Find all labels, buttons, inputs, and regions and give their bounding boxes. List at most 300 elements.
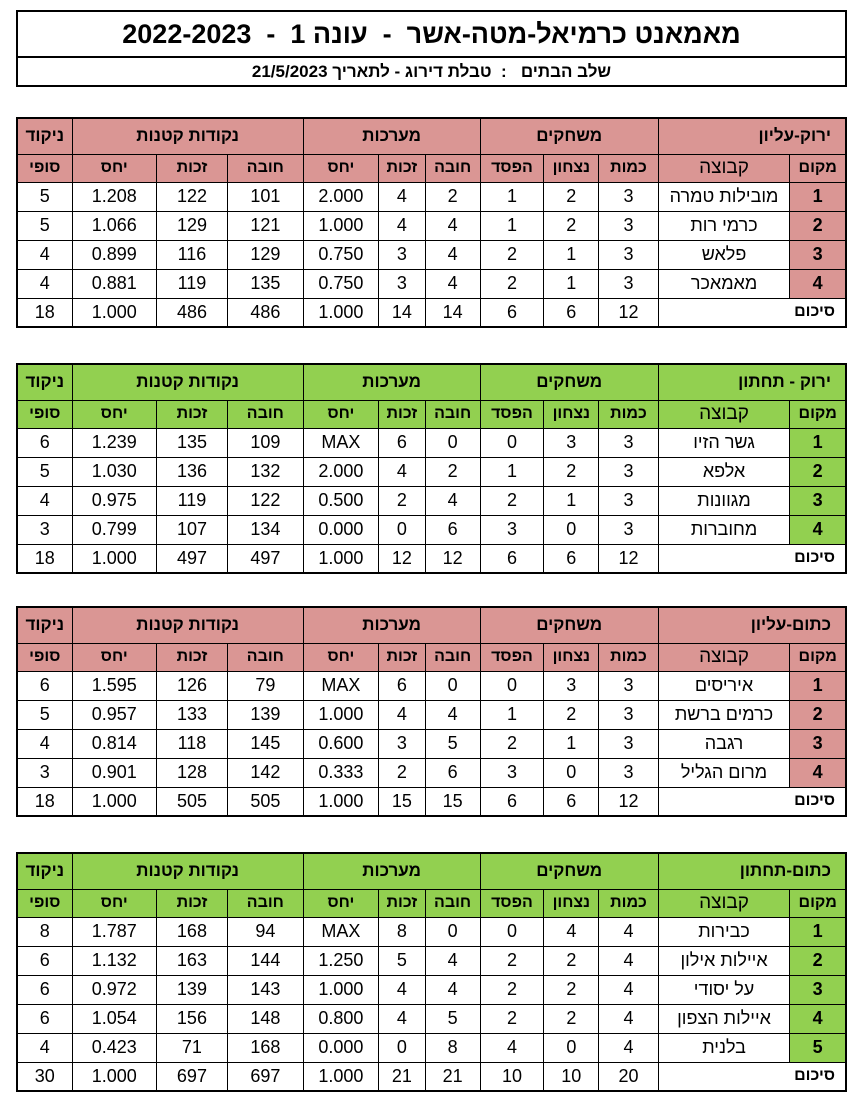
points-ratio: 0.957 bbox=[72, 700, 156, 729]
losses: 2 bbox=[480, 240, 544, 269]
sets-against: 8 bbox=[425, 1033, 480, 1062]
sets-group-header: מערכות bbox=[303, 607, 480, 643]
table-row bbox=[17, 428, 846, 457]
summary-games-played: 12 bbox=[599, 298, 658, 327]
losses: 1 bbox=[480, 700, 544, 729]
points-ratio: 0.901 bbox=[72, 758, 156, 787]
rank-cell: 1 bbox=[790, 671, 846, 700]
games-played: 4 bbox=[599, 917, 658, 946]
sets-against-header: חובה bbox=[425, 400, 480, 428]
team-name: רגבה bbox=[658, 729, 790, 758]
table-row bbox=[17, 515, 846, 544]
losses: 1 bbox=[480, 457, 544, 486]
games-played: 3 bbox=[599, 211, 658, 240]
losses: 2 bbox=[480, 946, 544, 975]
summary-points-against: 697 bbox=[228, 1062, 304, 1091]
wins-header: נצחון bbox=[544, 643, 599, 671]
final-score-header-bottom: סופי bbox=[17, 154, 72, 182]
team-header: קבוצה bbox=[658, 643, 790, 671]
sets-for: 4 bbox=[379, 211, 425, 240]
wins: 1 bbox=[544, 486, 599, 515]
sets-against: 4 bbox=[425, 975, 480, 1004]
points-against: 122 bbox=[228, 486, 304, 515]
rank-cell: 3 bbox=[790, 975, 846, 1004]
games-played: 4 bbox=[599, 1004, 658, 1033]
team-name: כבירות bbox=[658, 917, 790, 946]
points-for-header: זכות bbox=[156, 400, 227, 428]
summary-points-ratio: 1.000 bbox=[72, 298, 156, 327]
wins: 1 bbox=[544, 729, 599, 758]
points-for: 122 bbox=[156, 182, 227, 211]
summary-sets-for: 21 bbox=[379, 1062, 425, 1091]
sets-against: 0 bbox=[425, 917, 480, 946]
sets-ratio: 1.250 bbox=[303, 946, 379, 975]
final-score: 4 bbox=[17, 269, 72, 298]
final-score: 6 bbox=[17, 671, 72, 700]
final-score-header-top: ניקוד bbox=[17, 853, 72, 889]
table-row bbox=[17, 182, 846, 211]
points-ratio-header: יחס bbox=[72, 889, 156, 917]
sets-ratio: MAX bbox=[303, 428, 379, 457]
summary-points-ratio: 1.000 bbox=[72, 544, 156, 573]
team-name: על יסודי bbox=[658, 975, 790, 1004]
sets-for: 4 bbox=[379, 975, 425, 1004]
sets-ratio-header: יחס bbox=[303, 889, 379, 917]
sets-ratio: 0.000 bbox=[303, 1033, 379, 1062]
team-header: קבוצה bbox=[658, 400, 790, 428]
points-ratio-header: יחס bbox=[72, 643, 156, 671]
sets-for-header: זכות bbox=[379, 154, 425, 182]
table-row bbox=[17, 975, 846, 1004]
points-for: 119 bbox=[156, 486, 227, 515]
summary-points-ratio: 1.000 bbox=[72, 787, 156, 816]
sets-ratio: 2.000 bbox=[303, 182, 379, 211]
sets-ratio-header: יחס bbox=[303, 400, 379, 428]
sets-for: 2 bbox=[379, 758, 425, 787]
games-played: 4 bbox=[599, 1033, 658, 1062]
points-against: 101 bbox=[228, 182, 304, 211]
table-row bbox=[17, 946, 846, 975]
sets-for: 6 bbox=[379, 428, 425, 457]
summary-final-score: 30 bbox=[17, 1062, 72, 1091]
table-row bbox=[17, 700, 846, 729]
summary-sets-against: 15 bbox=[425, 787, 480, 816]
points-against: 94 bbox=[228, 917, 304, 946]
summary-label: סיכום bbox=[658, 298, 846, 327]
games-played: 3 bbox=[599, 486, 658, 515]
rank-cell: 4 bbox=[790, 1004, 846, 1033]
points-group-header: נקודות קטנות bbox=[72, 118, 303, 154]
summary-label: סיכום bbox=[658, 787, 846, 816]
summary-points-for: 505 bbox=[156, 787, 227, 816]
played-header: כמות bbox=[599, 154, 658, 182]
points-against: 121 bbox=[228, 211, 304, 240]
team-name: בלנית bbox=[658, 1033, 790, 1062]
points-against-header: חובה bbox=[228, 154, 304, 182]
points-against: 148 bbox=[228, 1004, 304, 1033]
games-played: 3 bbox=[599, 269, 658, 298]
points-ratio: 0.799 bbox=[72, 515, 156, 544]
sets-for: 3 bbox=[379, 269, 425, 298]
games-group-header: משחקים bbox=[480, 607, 658, 643]
summary-points-against: 486 bbox=[228, 298, 304, 327]
sets-group-header: מערכות bbox=[303, 364, 480, 400]
final-score: 5 bbox=[17, 211, 72, 240]
rank-cell: 5 bbox=[790, 1033, 846, 1062]
losses: 1 bbox=[480, 182, 544, 211]
games-played: 3 bbox=[599, 729, 658, 758]
summary-sets-ratio: 1.000 bbox=[303, 544, 379, 573]
points-for: 116 bbox=[156, 240, 227, 269]
wins: 4 bbox=[544, 917, 599, 946]
sets-ratio: 0.750 bbox=[303, 240, 379, 269]
points-against-header: חובה bbox=[228, 400, 304, 428]
standings-table bbox=[16, 117, 847, 328]
table-row bbox=[17, 1004, 846, 1033]
played-header: כמות bbox=[599, 400, 658, 428]
rank-cell: 3 bbox=[790, 486, 846, 515]
sets-ratio: 2.000 bbox=[303, 457, 379, 486]
points-for: 128 bbox=[156, 758, 227, 787]
wins: 2 bbox=[544, 946, 599, 975]
wins: 1 bbox=[544, 269, 599, 298]
final-score: 4 bbox=[17, 240, 72, 269]
sets-for-header: זכות bbox=[379, 889, 425, 917]
sets-ratio: 0.750 bbox=[303, 269, 379, 298]
games-played: 3 bbox=[599, 240, 658, 269]
points-against-header: חובה bbox=[228, 643, 304, 671]
summary-row bbox=[17, 544, 846, 573]
points-ratio: 1.239 bbox=[72, 428, 156, 457]
games-played: 3 bbox=[599, 457, 658, 486]
summary-points-against: 505 bbox=[228, 787, 304, 816]
team-name: כרמים ברשת bbox=[658, 700, 790, 729]
sets-against: 4 bbox=[425, 486, 480, 515]
losses-header: הפסד bbox=[480, 889, 544, 917]
rank-header: מקום bbox=[790, 154, 846, 182]
wins: 1 bbox=[544, 240, 599, 269]
sets-against: 4 bbox=[425, 211, 480, 240]
team-name: איילות הצפון bbox=[658, 1004, 790, 1033]
points-ratio: 0.972 bbox=[72, 975, 156, 1004]
wins: 0 bbox=[544, 758, 599, 787]
sets-against: 4 bbox=[425, 269, 480, 298]
standings-table bbox=[16, 606, 847, 817]
final-score: 4 bbox=[17, 486, 72, 515]
sets-against: 6 bbox=[425, 515, 480, 544]
rank-cell: 1 bbox=[790, 917, 846, 946]
sets-ratio: 0.600 bbox=[303, 729, 379, 758]
points-against: 139 bbox=[228, 700, 304, 729]
wins: 2 bbox=[544, 182, 599, 211]
points-ratio: 1.787 bbox=[72, 917, 156, 946]
team-name: איילות אילון bbox=[658, 946, 790, 975]
losses: 2 bbox=[480, 486, 544, 515]
summary-final-score: 18 bbox=[17, 544, 72, 573]
group-title: ירוק-עליון bbox=[658, 118, 846, 154]
games-played: 3 bbox=[599, 515, 658, 544]
points-for: 118 bbox=[156, 729, 227, 758]
sets-for: 5 bbox=[379, 946, 425, 975]
points-group-header: נקודות קטנות bbox=[72, 607, 303, 643]
points-ratio: 1.595 bbox=[72, 671, 156, 700]
table-row bbox=[17, 457, 846, 486]
final-score: 6 bbox=[17, 975, 72, 1004]
final-score-header-top: ניקוד bbox=[17, 364, 72, 400]
final-score: 3 bbox=[17, 515, 72, 544]
sets-against: 5 bbox=[425, 729, 480, 758]
points-ratio: 0.975 bbox=[72, 486, 156, 515]
wins-header: נצחון bbox=[544, 400, 599, 428]
summary-losses: 6 bbox=[480, 298, 544, 327]
final-score: 3 bbox=[17, 758, 72, 787]
points-ratio: 1.208 bbox=[72, 182, 156, 211]
points-for: 136 bbox=[156, 457, 227, 486]
summary-sets-for: 12 bbox=[379, 544, 425, 573]
sets-against: 0 bbox=[425, 428, 480, 457]
final-score: 6 bbox=[17, 946, 72, 975]
summary-points-against: 497 bbox=[228, 544, 304, 573]
losses-header: הפסד bbox=[480, 400, 544, 428]
wins: 2 bbox=[544, 211, 599, 240]
summary-wins: 6 bbox=[544, 544, 599, 573]
team-name: מובילות טמרה bbox=[658, 182, 790, 211]
team-name: מגוונות bbox=[658, 486, 790, 515]
summary-sets-for: 15 bbox=[379, 787, 425, 816]
table-row bbox=[17, 269, 846, 298]
sets-against: 4 bbox=[425, 946, 480, 975]
rank-cell: 4 bbox=[790, 269, 846, 298]
wins: 2 bbox=[544, 975, 599, 1004]
points-against: 109 bbox=[228, 428, 304, 457]
points-for: 119 bbox=[156, 269, 227, 298]
rank-cell: 2 bbox=[790, 946, 846, 975]
final-score: 8 bbox=[17, 917, 72, 946]
points-ratio-header: יחס bbox=[72, 154, 156, 182]
sets-against: 0 bbox=[425, 671, 480, 700]
sets-for: 4 bbox=[379, 457, 425, 486]
summary-row bbox=[17, 787, 846, 816]
summary-wins: 6 bbox=[544, 787, 599, 816]
wins: 0 bbox=[544, 1033, 599, 1062]
rank-header: מקום bbox=[790, 889, 846, 917]
wins: 2 bbox=[544, 700, 599, 729]
summary-games-played: 12 bbox=[599, 787, 658, 816]
sets-for-header: זכות bbox=[379, 643, 425, 671]
points-for-header: זכות bbox=[156, 154, 227, 182]
games-played: 3 bbox=[599, 428, 658, 457]
sets-ratio: MAX bbox=[303, 671, 379, 700]
sets-for: 0 bbox=[379, 1033, 425, 1062]
points-ratio: 0.814 bbox=[72, 729, 156, 758]
summary-sets-ratio: 1.000 bbox=[303, 787, 379, 816]
sets-ratio: 0.000 bbox=[303, 515, 379, 544]
summary-label: סיכום bbox=[658, 1062, 846, 1091]
team-name: איריסים bbox=[658, 671, 790, 700]
summary-wins: 10 bbox=[544, 1062, 599, 1091]
sets-ratio: 1.000 bbox=[303, 700, 379, 729]
points-against: 135 bbox=[228, 269, 304, 298]
losses: 0 bbox=[480, 671, 544, 700]
summary-losses: 10 bbox=[480, 1062, 544, 1091]
wins: 0 bbox=[544, 515, 599, 544]
final-score-header-bottom: סופי bbox=[17, 889, 72, 917]
points-for: 168 bbox=[156, 917, 227, 946]
sets-ratio: 0.333 bbox=[303, 758, 379, 787]
losses: 0 bbox=[480, 917, 544, 946]
table-row bbox=[17, 486, 846, 515]
summary-sets-against: 12 bbox=[425, 544, 480, 573]
losses: 1 bbox=[480, 211, 544, 240]
points-ratio: 1.030 bbox=[72, 457, 156, 486]
final-score-header-bottom: סופי bbox=[17, 400, 72, 428]
group-title: כתום-עליון bbox=[658, 607, 846, 643]
standings-table bbox=[16, 363, 847, 574]
losses: 3 bbox=[480, 758, 544, 787]
rank-header: מקום bbox=[790, 400, 846, 428]
summary-label: סיכום bbox=[658, 544, 846, 573]
table-row bbox=[17, 211, 846, 240]
played-header: כמות bbox=[599, 643, 658, 671]
wins: 3 bbox=[544, 671, 599, 700]
sets-against: 2 bbox=[425, 457, 480, 486]
sets-for: 2 bbox=[379, 486, 425, 515]
games-played: 3 bbox=[599, 671, 658, 700]
sets-for: 8 bbox=[379, 917, 425, 946]
group-title: כתום-תחתון bbox=[658, 853, 846, 889]
rank-header: מקום bbox=[790, 643, 846, 671]
games-played: 3 bbox=[599, 758, 658, 787]
rank-cell: 3 bbox=[790, 729, 846, 758]
summary-games-played: 12 bbox=[599, 544, 658, 573]
final-score: 4 bbox=[17, 729, 72, 758]
sets-ratio: 1.000 bbox=[303, 975, 379, 1004]
sets-group-header: מערכות bbox=[303, 853, 480, 889]
games-played: 3 bbox=[599, 182, 658, 211]
points-against: 143 bbox=[228, 975, 304, 1004]
sets-for: 4 bbox=[379, 1004, 425, 1033]
summary-row bbox=[17, 1062, 846, 1091]
losses: 0 bbox=[480, 428, 544, 457]
sets-group-header: מערכות bbox=[303, 118, 480, 154]
sets-for: 0 bbox=[379, 515, 425, 544]
losses: 3 bbox=[480, 515, 544, 544]
points-ratio: 1.054 bbox=[72, 1004, 156, 1033]
points-for: 135 bbox=[156, 428, 227, 457]
team-name: מחוברות bbox=[658, 515, 790, 544]
team-header: קבוצה bbox=[658, 154, 790, 182]
table-row bbox=[17, 671, 846, 700]
rank-cell: 1 bbox=[790, 428, 846, 457]
games-group-header: משחקים bbox=[480, 118, 658, 154]
summary-sets-for: 14 bbox=[379, 298, 425, 327]
final-score: 5 bbox=[17, 457, 72, 486]
losses: 2 bbox=[480, 269, 544, 298]
rank-cell: 3 bbox=[790, 240, 846, 269]
team-name: גשר הזיו bbox=[658, 428, 790, 457]
summary-points-for: 486 bbox=[156, 298, 227, 327]
losses-header: הפסד bbox=[480, 154, 544, 182]
points-against: 79 bbox=[228, 671, 304, 700]
sets-ratio: MAX bbox=[303, 917, 379, 946]
losses: 4 bbox=[480, 1033, 544, 1062]
final-score-header-top: ניקוד bbox=[17, 118, 72, 154]
rank-cell: 2 bbox=[790, 211, 846, 240]
sets-against: 4 bbox=[425, 240, 480, 269]
wins: 3 bbox=[544, 428, 599, 457]
points-for: 133 bbox=[156, 700, 227, 729]
final-score: 4 bbox=[17, 1033, 72, 1062]
points-for: 156 bbox=[156, 1004, 227, 1033]
sets-for-header: זכות bbox=[379, 400, 425, 428]
summary-final-score: 18 bbox=[17, 298, 72, 327]
sets-against-header: חובה bbox=[425, 889, 480, 917]
sets-ratio-header: יחס bbox=[303, 154, 379, 182]
points-for-header: זכות bbox=[156, 643, 227, 671]
team-name: אלפא bbox=[658, 457, 790, 486]
table-row bbox=[17, 917, 846, 946]
rank-cell: 4 bbox=[790, 515, 846, 544]
summary-points-for: 697 bbox=[156, 1062, 227, 1091]
standings-table bbox=[16, 852, 847, 1092]
points-against: 168 bbox=[228, 1033, 304, 1062]
sets-for: 3 bbox=[379, 729, 425, 758]
summary-sets-against: 21 bbox=[425, 1062, 480, 1091]
wins-header: נצחון bbox=[544, 889, 599, 917]
team-name: מאמאכר bbox=[658, 269, 790, 298]
final-score: 5 bbox=[17, 182, 72, 211]
points-ratio: 0.899 bbox=[72, 240, 156, 269]
points-for: 139 bbox=[156, 975, 227, 1004]
wins: 2 bbox=[544, 457, 599, 486]
games-group-header: משחקים bbox=[480, 853, 658, 889]
games-played: 4 bbox=[599, 975, 658, 1004]
summary-points-ratio: 1.000 bbox=[72, 1062, 156, 1091]
table-row bbox=[17, 729, 846, 758]
final-score-header-bottom: סופי bbox=[17, 643, 72, 671]
losses: 2 bbox=[480, 975, 544, 1004]
wins-header: נצחון bbox=[544, 154, 599, 182]
summary-wins: 6 bbox=[544, 298, 599, 327]
sets-against-header: חובה bbox=[425, 154, 480, 182]
sets-ratio: 1.000 bbox=[303, 211, 379, 240]
points-for: 126 bbox=[156, 671, 227, 700]
table-row bbox=[17, 240, 846, 269]
points-ratio: 1.066 bbox=[72, 211, 156, 240]
team-header: קבוצה bbox=[658, 889, 790, 917]
final-score-header-top: ניקוד bbox=[17, 607, 72, 643]
sets-ratio-header: יחס bbox=[303, 643, 379, 671]
points-against: 129 bbox=[228, 240, 304, 269]
sets-for: 6 bbox=[379, 671, 425, 700]
points-ratio-header: יחס bbox=[72, 400, 156, 428]
points-against: 144 bbox=[228, 946, 304, 975]
team-name: פלאש bbox=[658, 240, 790, 269]
page-header bbox=[16, 10, 847, 87]
page-subtitle: שלב הבתים : טבלת דירוג - לתאריך 21/5/2023 bbox=[251, 61, 612, 81]
points-against: 134 bbox=[228, 515, 304, 544]
points-ratio: 0.423 bbox=[72, 1033, 156, 1062]
points-against: 145 bbox=[228, 729, 304, 758]
sets-against: 4 bbox=[425, 700, 480, 729]
summary-sets-ratio: 1.000 bbox=[303, 1062, 379, 1091]
losses-header: הפסד bbox=[480, 643, 544, 671]
final-score: 6 bbox=[17, 1004, 72, 1033]
losses: 2 bbox=[480, 1004, 544, 1033]
page-title: מאמאנט כרמיאל-מטה-אשר - עונה 1 - 2022-2023 bbox=[18, 12, 845, 58]
games-played: 3 bbox=[599, 700, 658, 729]
sets-ratio: 0.500 bbox=[303, 486, 379, 515]
